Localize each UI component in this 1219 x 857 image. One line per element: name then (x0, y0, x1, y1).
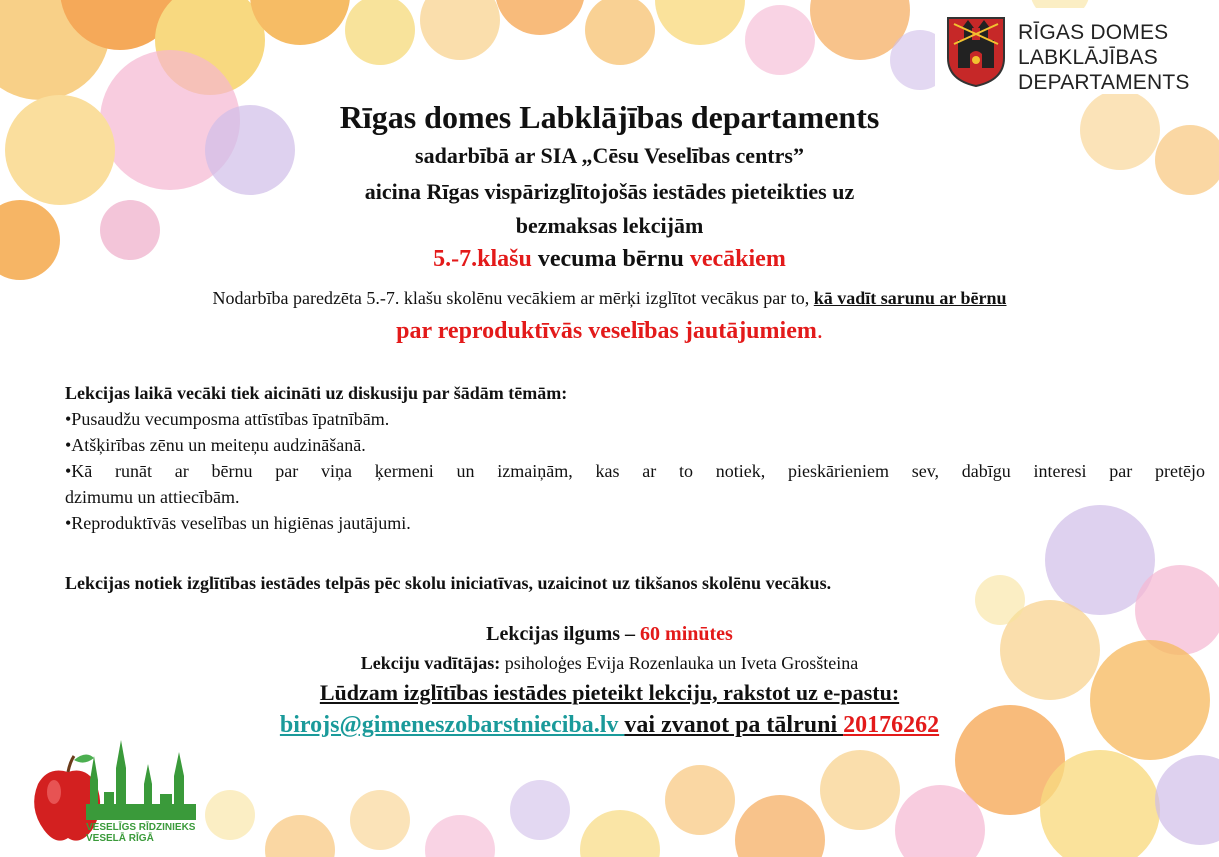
intro-red-line (0, 316, 1219, 346)
topic-item: •Kā runāt ar bērnu par viņa ķermeni un izmaiņām, kas ar to notiek, pieskārieniem sev, dabīgu interesi par pretējo (65, 461, 1205, 481)
subtitle-audience (0, 244, 1219, 274)
apply-text: Lūdzam izglītības iestādes pieteikt lekciju, rakstot uz e-pastu: (319, 680, 900, 705)
intro-red-dot: . (816, 318, 823, 344)
audience-grades: 5.-7.klašu (433, 246, 532, 272)
topic-item: •Reproduktīvās veselības un higiēnas jautājumi. (65, 513, 411, 533)
topic-item: •Pusaudžu vecumposma attīstības īpatnībām. (65, 409, 390, 429)
topic-item-continued: dzimumu un attiecībām. (65, 487, 240, 507)
org-line-2: LABKLĀJĪBAS (1018, 46, 1158, 69)
location-text: Lekcijas notiek izglītības iestādes telpās pēc skolu iniciatīvas, uzaicinot uz tikšanos skolēnu vecākus. (65, 573, 832, 593)
subtitle-free-lectures: bezmaksas lekcijām (515, 213, 704, 238)
audience-mid: vecuma bērnu (531, 246, 690, 272)
riga-coat-of-arms-icon (944, 14, 1008, 88)
intro-underlined: kā vadīt sarunu ar bērnu (813, 288, 1007, 308)
intro-red-text: par reproduktīvās veselības jautājumiem (396, 318, 817, 344)
apply-line (0, 678, 1219, 708)
lecturers-line (0, 650, 1219, 676)
org-logo-text (1018, 20, 1190, 95)
phone-number: 20176262 (843, 712, 940, 738)
duration-label: Lekcijas ilgums – (486, 623, 641, 645)
contact-line (0, 709, 1219, 741)
lecturers-value: psiholoģes Evija Rozenlauka un Iveta Grosšteina (500, 653, 859, 673)
phone-label: vai zvanot pa tālruni (624, 712, 844, 738)
intro-line (0, 286, 1219, 310)
page-title: Rīgas domes Labklājības departaments (339, 99, 880, 135)
email-link[interactable]: birojs@gimeneszobarstnieciba.lv (279, 712, 625, 738)
healthy-riga-line-2: VESELĀ RĪGĀ (86, 833, 154, 844)
intro-text: Nodarbība paredzēta 5.-7. klašu skolēnu vecākiem ar mērķi izglītot vecākus par to, (212, 288, 814, 308)
topic-item: •Atšķirības zēnu un meiteņu audzināšanā. (65, 435, 366, 455)
org-line-1: RĪGAS DOMES (1018, 21, 1169, 44)
healthy-riga-line-1: VESELĪGS RĪDZINIEKS (86, 822, 196, 833)
subtitle-invite: aicina Rīgas vispārizglītojošās iestādes pieteikties uz (364, 179, 855, 204)
duration-value: 60 minūtes (640, 623, 733, 645)
audience-parents: vecākiem (689, 246, 786, 272)
subtitle-partner: sadarbībā ar SIA „Cēsu Veselības centrs” (415, 143, 804, 168)
duration-line (0, 620, 1219, 648)
topics-heading: Lekcijas laikā vecāki tiek aicināti uz diskusiju par šādām tēmām: (65, 383, 568, 403)
topics-section (65, 380, 1205, 536)
org-line-3: DEPARTAMENTS (1018, 71, 1190, 94)
lecturers-label: Lekciju vadītājas: (360, 653, 501, 673)
healthy-riga-text (86, 822, 195, 844)
